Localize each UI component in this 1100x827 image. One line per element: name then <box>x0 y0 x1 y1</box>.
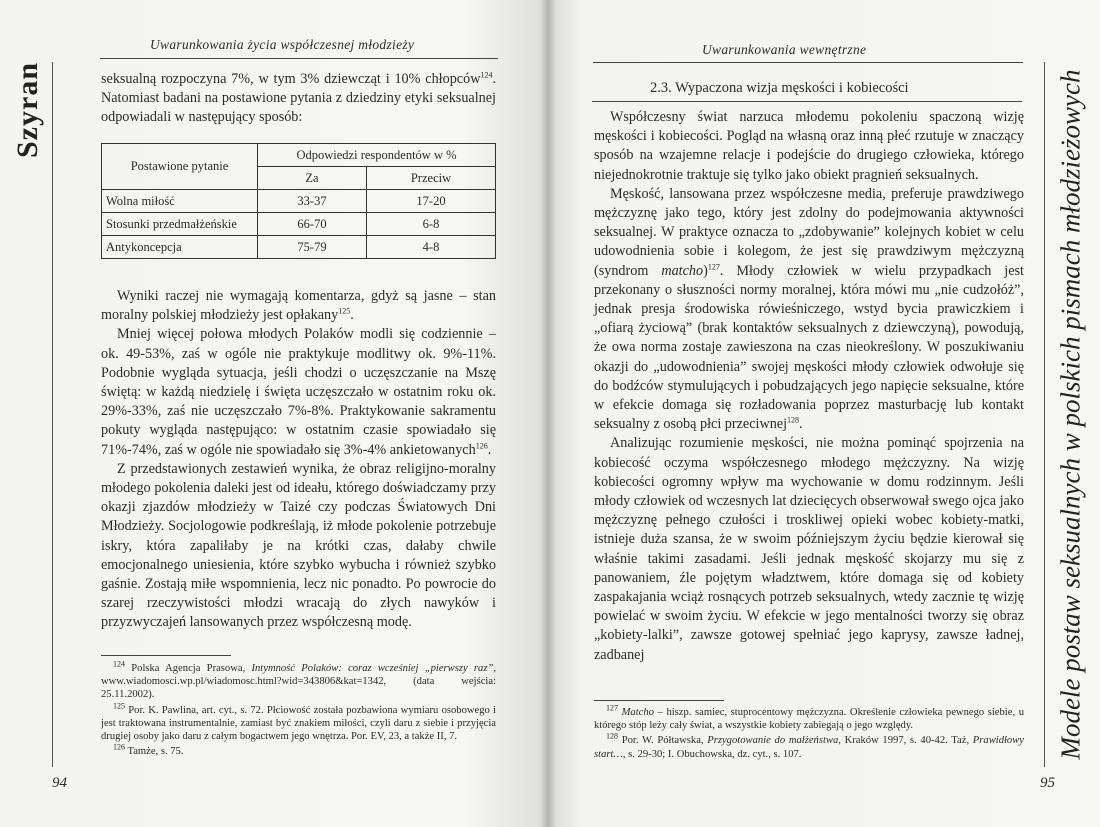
footnote: $^{125}$ Por. K. Pawlina, art. cyt., s. 72. Płciowość została pozbawiona wymiaru osobowego i jest traktowana instrumentalnie, zamiast być znakiem miłości, czyli daru z siebie i przyjęcia drugiej osoby jako daru z całym bogactwem jego wnętrza. Por. EV, 23, a także II, 7. <box>101 701 497 743</box>
paragraph: Współczesny świat narzuca młodemu pokoleniu spaczoną wizję męskości i kobiecości. Pogląd na własną oraz inną płeć rzutuje w znaczący sposób na wzajemne relacje i podejście do drugiego człowieka, którego niejednokrotnie traktuje się tylko jako obiekt pragnień seksualnych. <box>594 109 1024 183</box>
left-side-title: Szyran <box>11 62 44 158</box>
paragraph: Męskość, lansowana przez współczesne media, preferuje prawdziwego mężczyznę jako tego, który jest zdolny do podejmowania aktywności seksualnej. W praktyce oznacza to „zdobywanie” kolejnych kobiet w celu udowodnienia sobie i kolegom, że jest się prawdziwym mężczyzną (syndrom matcho)$^{127}$. Młody człowiek w wielu przypadkach jest przekonany o słuszności normy moralnej, która mówi mu „nie cudzołóż”, jednak presja środowiska rówieśniczego, wstyd bycia prawiczkiem i „ofiarą życiową” (brak kontaktów seksualnych z dziewczyną), powodują, że owa norma zostaje zawieszona na czas nieokreślony. W poszukiwaniu okazji do „udowodnienia” swojej męskości młody człowiek odwołuje się do bodźców stymulujących i pobudzających jego napięcie seksualne, które w efekcie domaga się rozładowania poprzez masturbację lub kontakt seksualny z osobą płci przeciwnej$^{128}$. <box>594 185 1024 433</box>
book-gutter <box>540 0 556 827</box>
row-against: 4-8 <box>367 236 496 259</box>
left-footnote-rule <box>101 655 231 656</box>
footnote: $^{127}$ Matcho – hiszp. samiec, stuprocentowy mężczyzna. Określenie człowieka pewnego siebie, u którego stóp leży cały świat, a wszystkie kobiety zabiegają o jego względy. <box>594 703 1024 732</box>
paragraph: Analizując rozumienie męskości, nie można pominąć spojrzenia na kobiecość oczyma współczesnego młodego mężczyzny. Na wizję kobiecości ogromny wpływ ma wychowanie w domu rodzinnym. Jeśli młody człowiek od wczesnych lat dziecięcych obserwował swego ojca jako mężczyznę pełnego czułości i troskliwej opieki wobec kobiety-matki, istnieje duża szansa, że w swoim późniejszym życiu będzie kierował się właśnie takimi zasadami. Jeśli jednak męskość skojarzy mu się z panowaniem, źle pojętym władztwem, które domaga się od kobiety zaspakajania wciąż rosnących potrzeb seksualnych, wtedy zacznie tę wizję powielać w swoim życiu. W efekcie w jego mentalności tworzy się obraz „kobiety-lalki”, zawsze gotowej spełniać jego kaprysy, zawsze ładnej, zadbanej <box>594 435 1024 663</box>
right-footnote-rule <box>594 700 724 701</box>
row-question: Wolna miłość <box>102 190 258 213</box>
row-for: 33-37 <box>258 190 367 213</box>
right-body-text <box>594 108 1024 665</box>
paragraph: Mniej więcej połowa młodych Polaków modli się codziennie – ok. 49-53%, zaś w ogóle nie praktykuje modlitwy ok. 9%-11%. Podobnie wygląda sytuacja, jeśli chodzi o uczęszczanie na Mszę świętą: w każdą niedzielę i święta uczęszczało w ostatnim roku ok. 29%-33%, zaś nie uczęszczało 7%-8%. Praktykowanie sakramentu pokuty wygląda następująco: w ostatnim czasie spowiadało się 71%-74%, zaś w ogóle nie spowiadało się 3%-4% ankietowanych$^{126}$. <box>101 326 496 458</box>
row-for: 66-70 <box>258 213 367 236</box>
paragraph: Wyniki raczej nie wymagają komentarza, gdyż są jasne – stan moralny polskiej młodzieży jest opłakany$^{125}$. <box>101 288 496 324</box>
left-head-rule <box>100 58 498 59</box>
row-against: 6-8 <box>367 213 496 236</box>
left-footnotes <box>101 659 497 760</box>
left-body-text <box>101 287 496 633</box>
table-header-row <box>102 144 496 167</box>
right-side-rule <box>1044 62 1045 767</box>
section-title: 2.3. Wypaczona wizja męskości i kobiecości <box>650 80 909 96</box>
left-page-number: 94 <box>52 775 67 791</box>
footnote: $^{126}$ Tamże, s. 75. <box>113 742 184 758</box>
paragraph: Z przedstawionych zestawień wynika, że obraz religijno-moralny młodego pokolenia daleki jest od ideału, którego doświadczamy przy okazji zjazdów młodzieży w Taizé czy podczas Światowych Dni Młodzieży. Socjologowie podkreślają, iż młode pokolenie potrzebuje iskry, która zapaliłaby je na krótki czas, dałaby chwile emocjonalnego uniesienia, które szybko wybucha i również szybko gaśnie. Zostają miłe wspomnienia, lecz nic ponadto. Po powrocie do szarej rzeczywistości młodzi wracają do złych nawyków i przyzwyczajeń lansowanych przez współczesną modę. <box>101 460 496 631</box>
left-running-head: Uwarunkowania życia współczesnej młodzieży <box>150 37 415 52</box>
row-question: Antykoncepcja <box>102 236 258 259</box>
header-for: Za <box>258 167 367 190</box>
footnote: $^{128}$ Por. W. Półtawska, Przygotowanie do małżeństwa, Kraków 1997, s. 40-42. Taż, Prawidłowy start…, s. 29-30; I. Obuchowska, dz. cyt., s. 107. <box>594 731 1025 760</box>
section-rule <box>592 101 1022 102</box>
footnote: $^{124}$ Polska Agencja Prasowa, Intymność Polaków: coraz wcześniej „pierwszy raz”, www.wiadomosci.wp.pl/wiadomosc.html?wid=343806&kat=1342, (data wejścia: 25.11.2002). <box>101 659 496 701</box>
header-question: Postawione pytanie <box>102 144 258 190</box>
left-side-rule <box>52 62 53 767</box>
table-row <box>102 190 496 213</box>
survey-table <box>101 143 496 259</box>
right-running-head: Uwarunkowania wewnętrzne <box>702 42 867 57</box>
row-for: 75-79 <box>258 236 367 259</box>
header-against: Przeciw <box>367 167 496 190</box>
row-against: 17-20 <box>367 190 496 213</box>
right-side-title: Modele postaw seksualnych w polskich pismach młodzieżowych <box>1055 69 1086 760</box>
table-row <box>102 236 496 259</box>
table-row <box>102 213 496 236</box>
right-page-number: 95 <box>1040 775 1055 791</box>
header-answers: Odpowiedzi respondentów w % <box>258 144 496 167</box>
right-head-rule <box>593 62 1023 63</box>
left-intro-text: seksualną rozpoczyna 7%, w tym 3% dziewcząt i 10% chłopców$^{124}$. Natomiast badani na postawione pytania z dziedziny etyki seksualnej odpowiadali w następujący sposób: <box>101 70 496 126</box>
right-footnotes <box>594 703 1025 763</box>
row-question: Stosunki przedmałżeńskie <box>102 213 258 236</box>
left-page <box>0 0 548 827</box>
